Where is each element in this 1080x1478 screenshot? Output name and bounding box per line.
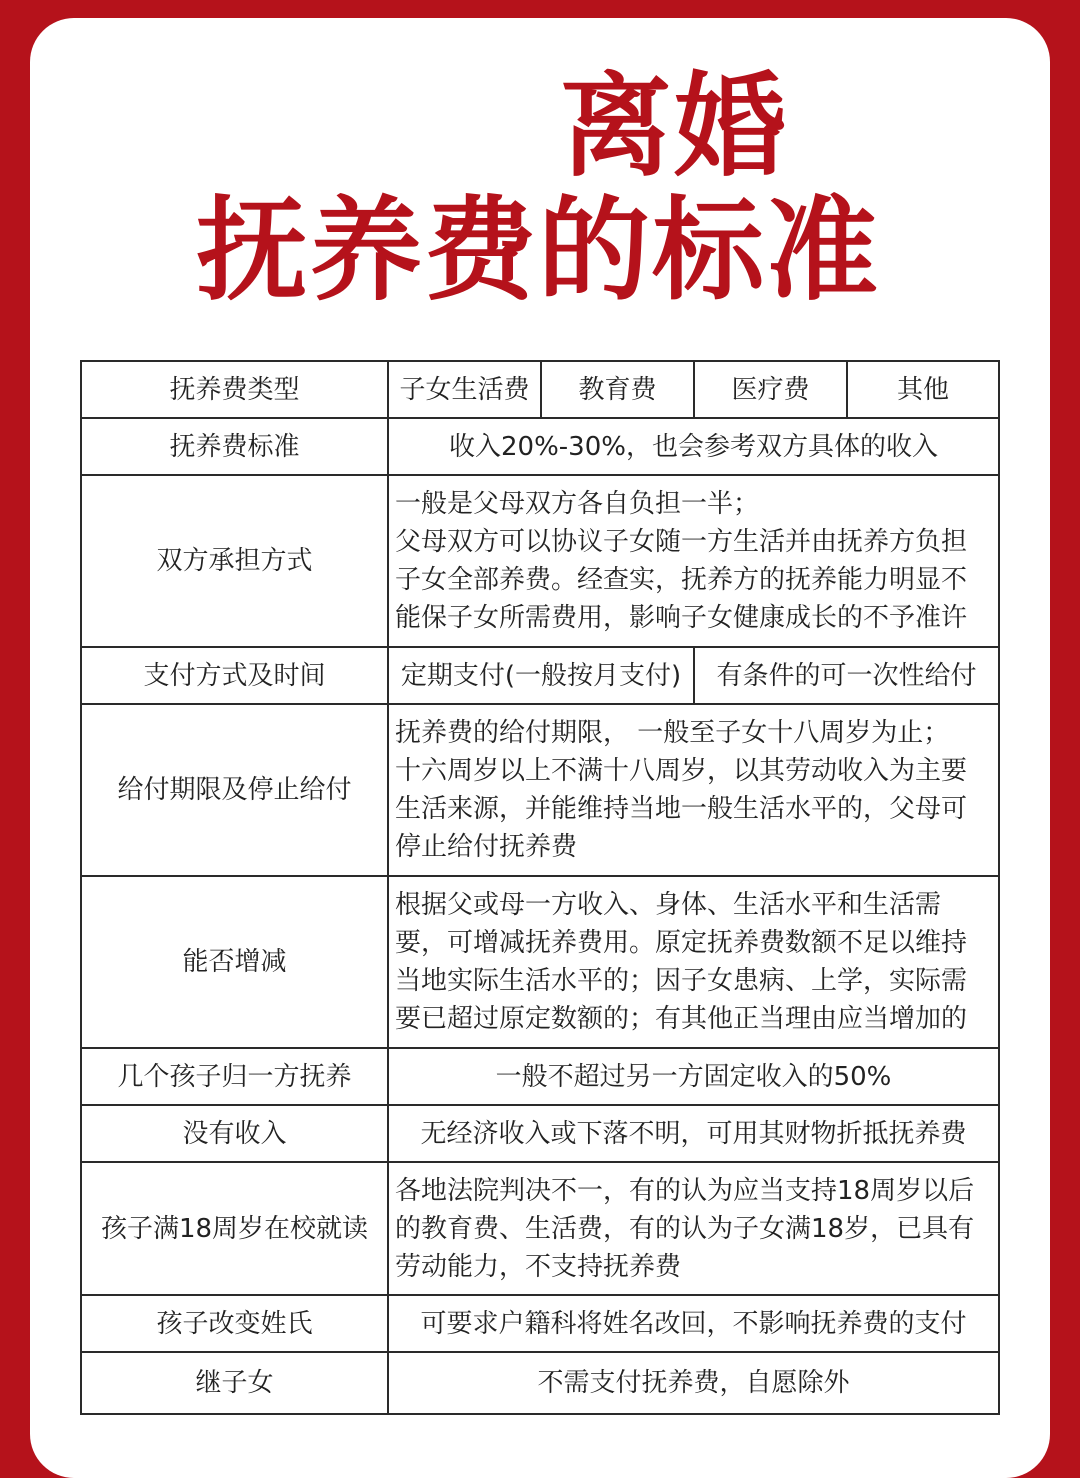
row-label: 支付方式及时间 <box>81 647 388 704</box>
row-value <box>388 704 999 876</box>
row-value: 不需支付抚养费，自愿除外 <box>388 1352 999 1414</box>
row-label: 双方承担方式 <box>81 475 388 647</box>
row-value: 无经济收入或下落不明，可用其财物折抵抚养费 <box>388 1105 999 1162</box>
row-value: 收入20%-30%，也会参考双方具体的收入 <box>388 418 999 475</box>
row-label: 孩子满18周岁在校就读 <box>81 1162 388 1295</box>
table-row-period <box>81 704 999 876</box>
table-row-type <box>81 361 999 418</box>
text-line: 一般是父母双方各自负担一半； <box>395 489 760 519</box>
row-value <box>388 876 999 1048</box>
payment-option: 定期支付(一般按月支付) <box>388 647 694 704</box>
row-label: 给付期限及停止给付 <box>81 704 388 876</box>
row-label: 孩子改变姓氏 <box>81 1295 388 1352</box>
table-row-stepchild <box>81 1352 999 1414</box>
text-line: 当地实际生活水平的；因子女患病、上学，实际需 <box>395 966 968 996</box>
table-row-payment <box>81 647 999 704</box>
table-row-surname <box>81 1295 999 1352</box>
row-label: 几个孩子归一方抚养 <box>81 1048 388 1105</box>
type-cell: 教育费 <box>541 361 694 418</box>
type-cell: 医疗费 <box>694 361 847 418</box>
row-value <box>388 475 999 647</box>
text-line: 能保子女所需费用，影响子女健康成长的不予准许 <box>395 603 968 633</box>
text-line: 生活来源，并能维持当地一般生活水平的，父母可 <box>395 794 968 824</box>
row-value: 一般不超过另一方固定收入的50% <box>388 1048 999 1105</box>
text-line: 抚养费的给付期限， 一般至子女十八周岁为止； <box>395 718 950 748</box>
text-line: 各地法院判决不一，有的认为应当支持18周岁以后 <box>395 1175 975 1206</box>
text-line: 子女全部养费。经查实，抚养方的抚养能力明显不 <box>395 565 968 595</box>
type-cell: 子女生活费 <box>388 361 541 418</box>
table-row-multiple <box>81 1048 999 1105</box>
row-label: 抚养费标准 <box>81 418 388 475</box>
text-line: 要，可增减抚养费用。原定抚养费数额不足以维持 <box>395 928 968 958</box>
fee-standard-table <box>80 360 1000 1415</box>
text-line: 要已超过原定数额的；有其他正当理由应当增加的 <box>395 1004 968 1034</box>
text-line: 十六周岁以上不满十八周岁，以其劳动收入为主要 <box>395 756 968 786</box>
text-line: 停止给付抚养费 <box>395 832 578 862</box>
table-row-share <box>81 475 999 647</box>
row-value <box>388 1162 999 1295</box>
row-label: 能否增减 <box>81 876 388 1048</box>
text-line: 父母双方可以协议子女随一方生活并由抚养方负担 <box>395 527 968 557</box>
table-row-over18 <box>81 1162 999 1295</box>
text-line: 根据父或母一方收入、身体、生活水平和生活需 <box>395 890 942 920</box>
row-label: 继子女 <box>81 1352 388 1414</box>
table-row-standard <box>81 418 999 475</box>
row-label: 抚养费类型 <box>81 361 388 418</box>
row-label: 没有收入 <box>81 1105 388 1162</box>
title-line-1: 离婚 <box>560 62 788 192</box>
text-line: 的教育费、生活费，有的认为子女满18岁，已具有 <box>395 1213 975 1244</box>
table-row-no-income <box>81 1105 999 1162</box>
text-line: 劳动能力，不支持抚养费 <box>395 1251 682 1282</box>
type-cell: 其他 <box>847 361 999 418</box>
row-value: 可要求户籍科将姓名改回，不影响抚养费的支付 <box>388 1295 999 1352</box>
table-row-adjust <box>81 876 999 1048</box>
payment-option: 有条件的可一次性给付 <box>694 647 999 704</box>
title-line-2: 抚养费的标准 <box>196 186 880 316</box>
